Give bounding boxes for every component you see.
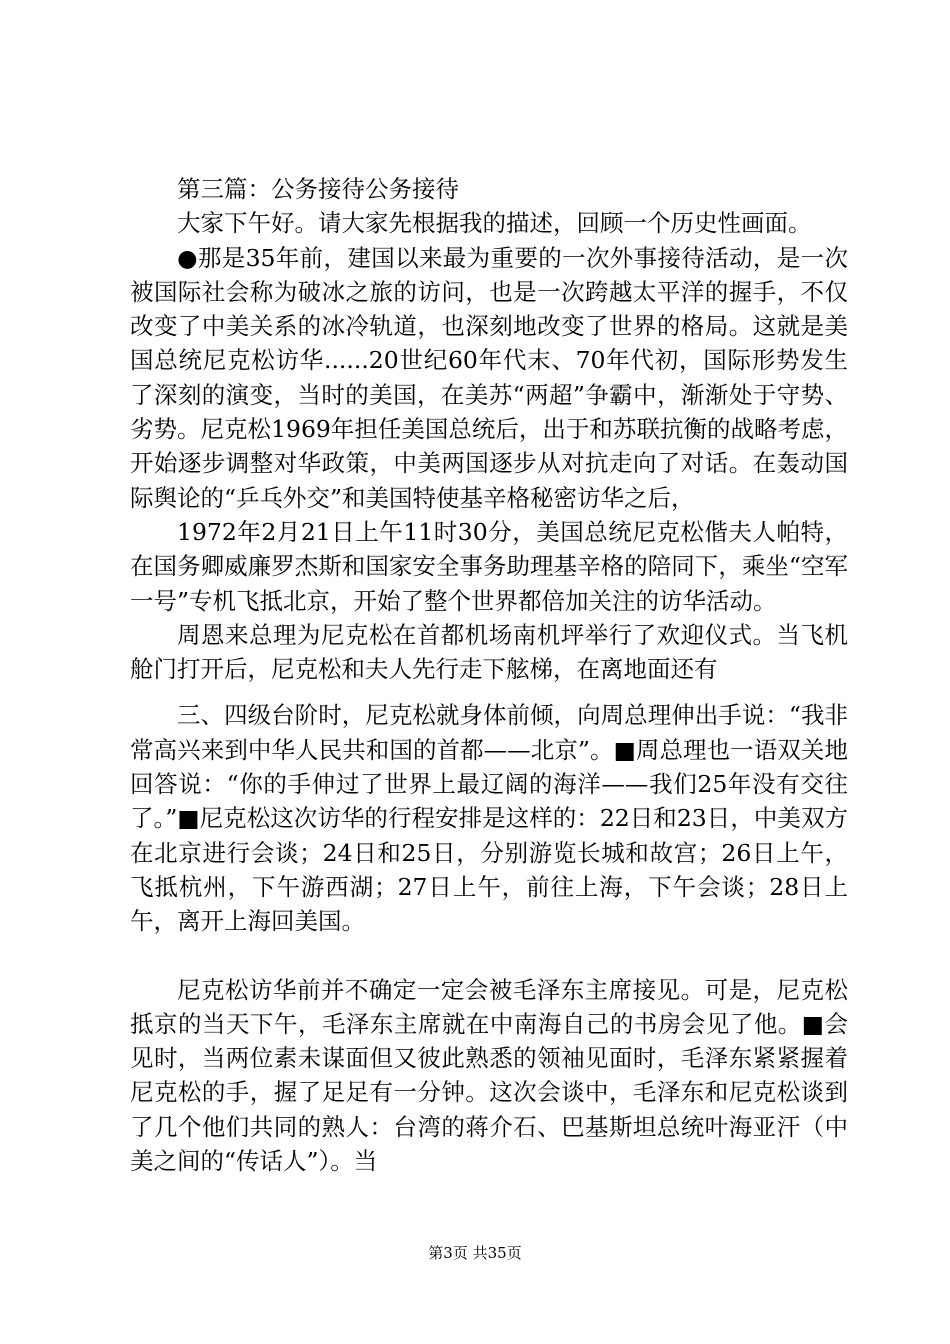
paragraph: 1972年2月21日上午11时30分，美国总统尼克松偕夫人帕特，在国务卿威廉罗杰斯和国家安全事务助理基辛格的陪同下，乘坐“空军一号”专机飞抵北京，开始了整个世界都倍加关注的访华活动。 bbox=[130, 517, 848, 615]
paragraph: 尼克松访华前并不确定一定会被毛泽东主席接见。可是，尼克松抵京的当天下午，毛泽东主席就在中南海自己的书房会见了他。■会见时，当两位素未谋面但又彼此熟悉的领袖见面时，毛泽东紧紧握着尼克松的手，握了足足有一分钟。这次会谈中，毛泽东和尼克松谈到了几个他们共同的熟人：台湾的蒋介石、巴基斯坦总统叶海亚汗（中美之间的“传话人”）。当 bbox=[130, 975, 848, 1176]
section-title: 第三篇：公务接待公务接待 bbox=[177, 175, 459, 203]
paragraph: 周恩来总理为尼克松在首都机场南机坪举行了欢迎仪式。当飞机舱门打开后，尼克松和夫人先行走下舷梯，在离地面还有 bbox=[130, 620, 848, 684]
paragraph: 大家下午好。请大家先根据我的描述，回顾一个历史性画面。 bbox=[177, 209, 812, 238]
paragraph: ●那是35年前，建国以来最为重要的一次外事接待活动，是一次被国际社会称为破冰之旅的访问，也是一次跨越太平洋的握手，不仅改变了中美关系的冰冷轨道，也深刻地改变了世界的格局。这就是美国总统尼克松访华......20世纪60年代末、70年代初，国际形势发生了深刻的演变，当时的美国，在美苏“两超”争霸中，渐渐处于守势、劣势。尼克松1969年担任美国总统后，出于和苏联抗衡的战略考虑，开始逐步调整对华政策，中美两国逐步从对抗走向了对话。在轰动国际舆论的“乒乓外交”和美国特使基辛格秘密访华之后， bbox=[130, 243, 848, 512]
page-number-footer: 第3页 共35页 bbox=[428, 1244, 522, 1262]
document-body bbox=[130, 172, 848, 1178]
paragraph: 三、四级台阶时，尼克松就身体前倾，向周总理伸出手说：“我非常高兴来到中华人民共和国的首都——北京”。■周总理也一语双关地回答说：“你的手伸过了世界上最辽阔的海洋——我们25年没有交往了。”■尼克松这次访华的行程安排是这样的：22日和23日，中美双方在北京进行会谈；24日和25日，分别游览长城和故宫；26日上午，飞抵杭州，下午游西湖；27日上午，前往上海，下午会谈；28日上午，离开上海回美国。 bbox=[130, 701, 848, 936]
